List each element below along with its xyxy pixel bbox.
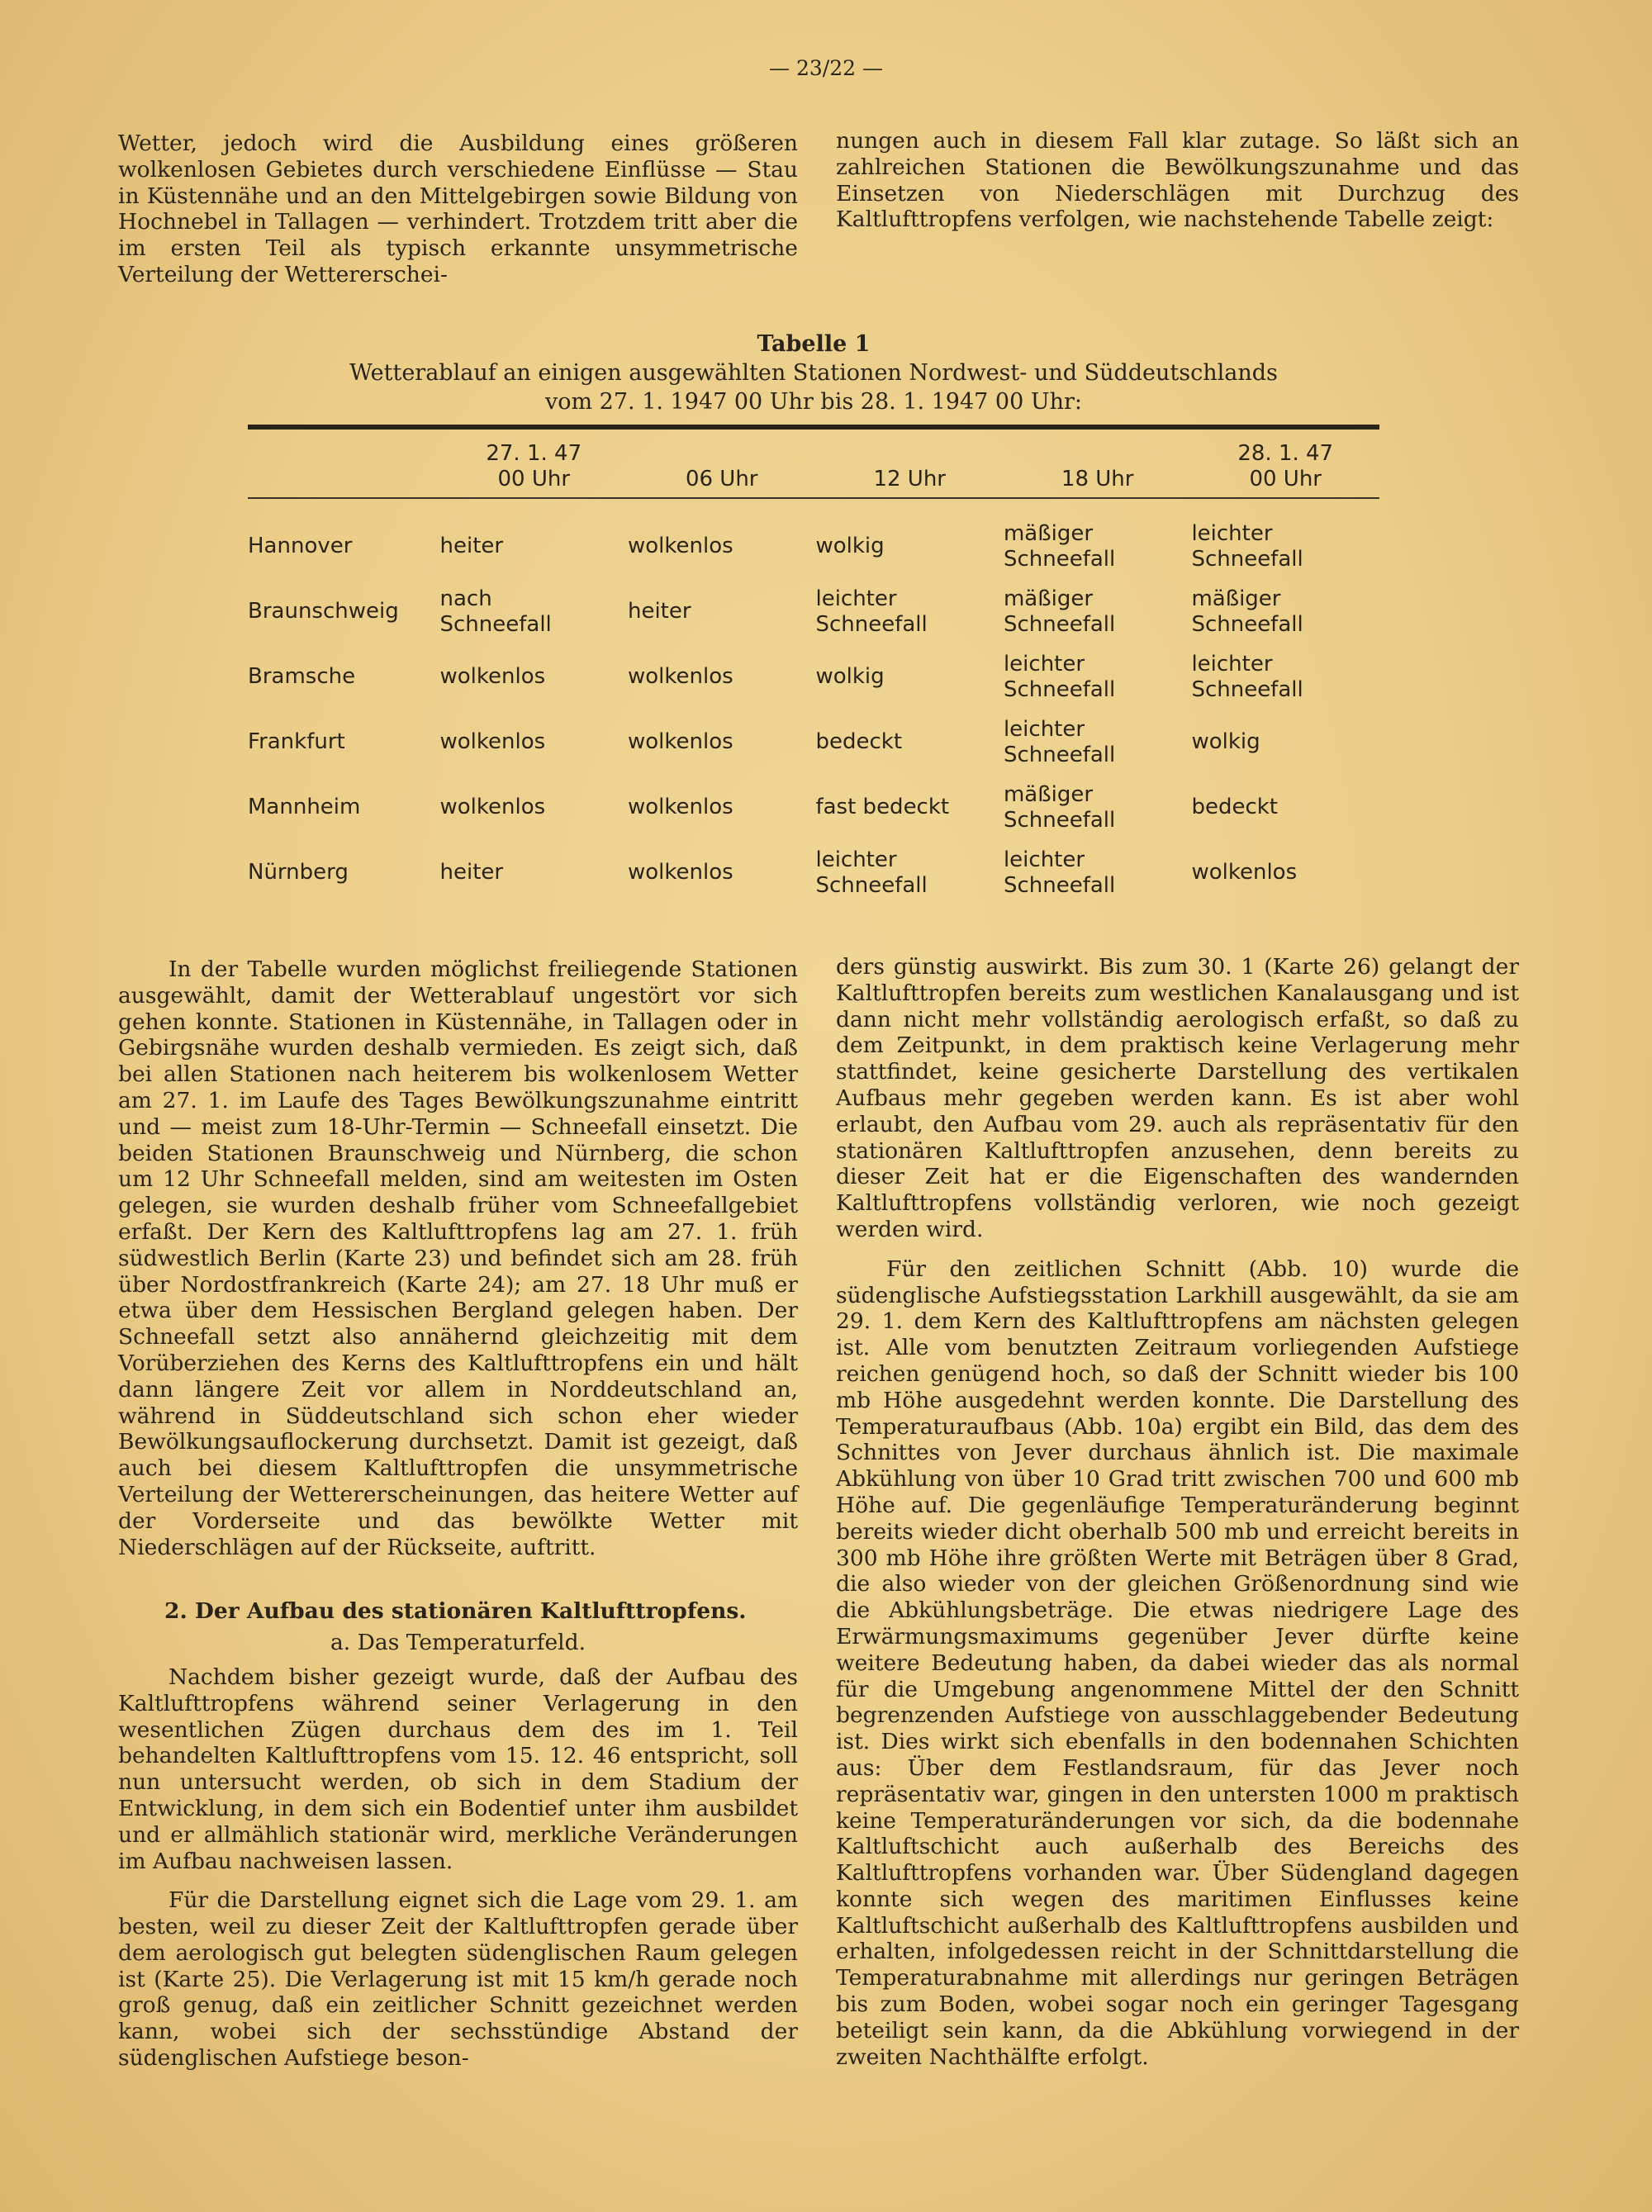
weather-cell bbox=[1004, 644, 1191, 710]
weather-cell bbox=[1191, 775, 1379, 840]
weather-cell bbox=[628, 775, 815, 840]
section-heading: 2. Der Aufbau des stationären Kaltlufttropfens. bbox=[164, 1598, 747, 1625]
header-cell-0000-28 bbox=[1191, 430, 1379, 497]
weather-cell-line: wolkenlos bbox=[439, 729, 546, 754]
weather-cell-line: wolkenlos bbox=[627, 664, 733, 689]
table-row bbox=[248, 840, 1379, 905]
top-right-column bbox=[836, 128, 1519, 233]
paragraph-top-right: nungen auch in diesem Fall klar zutage. So läßt sich an zahlreichen Stationen die Bewölkungszunahme und das Einsetzen von Niederschlägen mit Durchzug des Kaltlufttropfens verfolgen, wie nachstehende Tabelle zeigt: bbox=[836, 128, 1519, 233]
weather-table bbox=[248, 430, 1379, 905]
table-body bbox=[248, 499, 1379, 905]
header-date: 28. 1. 47 bbox=[1237, 441, 1334, 466]
weather-cell bbox=[628, 579, 815, 644]
bottom-left-column bbox=[118, 956, 798, 2072]
weather-cell-line: wolkenlos bbox=[627, 795, 733, 819]
station-cell: Bramsche bbox=[248, 664, 356, 689]
weather-cell-line: wolkenlos bbox=[439, 664, 546, 689]
weather-cell bbox=[1191, 499, 1379, 579]
weather-cell-line: wolkig bbox=[815, 664, 885, 689]
weather-cell-line: wolkig bbox=[815, 534, 885, 558]
weather-cell-line: Schneefall bbox=[1191, 676, 1303, 702]
weather-cell bbox=[628, 644, 815, 710]
weather-cell bbox=[1004, 775, 1191, 840]
paragraph: Für die Darstellung eignet sich die Lage vom 29. 1. am besten, weil zu dieser Zeit der Kaltlufttropfen gerade über dem aerologisch gut belegten südenglischen Raum gelegen ist (Karte 25). Die Verlagerung ist mit 15 km/h gerade noch groß genug, daß ein zeitlicher Schnitt gezeichnet werden kann, wobei sich der sechsstündige Abstand der südenglischen Aufstiege beson- bbox=[118, 1887, 798, 2072]
header-date: 27. 1. 47 bbox=[486, 441, 582, 466]
weather-cell-line: Schneefall bbox=[1191, 546, 1303, 572]
weather-cell-line: leichter bbox=[1003, 847, 1085, 872]
paragraph: Nachdem bisher gezeigt wurde, daß der Aufbau des Kaltlufttropfens während seiner Verlagerung in den wesentlichen Zügen durchaus dem des im 1. Teil behandelten Kaltlufttropfens vom 15. 12. 46 entspricht, soll nun untersucht werden, ob sich in dem Stadium der Entwicklung, in dem sich ein Bodentief unter ihm ausbildet und er allmählich stationär wird, merkliche Veränderungen im Aufbau nachweisen lassen. bbox=[118, 1664, 798, 1874]
header-time: 00 Uhr bbox=[497, 467, 571, 491]
weather-cell-line: Schneefall bbox=[1003, 676, 1116, 702]
top-left-column bbox=[118, 131, 798, 288]
table-row bbox=[248, 499, 1379, 579]
weather-cell-line: Schneefall bbox=[1191, 611, 1303, 637]
table-row bbox=[248, 644, 1379, 710]
weather-cell bbox=[815, 499, 1003, 579]
table-row bbox=[248, 775, 1379, 840]
weather-cell-line: Schneefall bbox=[1003, 546, 1116, 572]
weather-cell-line: wolkenlos bbox=[627, 860, 733, 885]
station-cell: Hannover bbox=[248, 534, 353, 558]
header-time: 18 Uhr bbox=[1061, 467, 1134, 491]
table-header-row bbox=[248, 430, 1379, 497]
weather-cell-line: heiter bbox=[627, 599, 691, 624]
weather-cell bbox=[815, 710, 1003, 775]
weather-cell-line: wolkenlos bbox=[439, 795, 546, 819]
weather-cell bbox=[440, 775, 628, 840]
weather-cell bbox=[1004, 710, 1191, 775]
weather-cell bbox=[628, 499, 815, 579]
weather-cell bbox=[815, 840, 1003, 905]
weather-cell-line: Schneefall bbox=[1003, 611, 1116, 637]
weather-cell bbox=[440, 840, 628, 905]
weather-cell-line: leichter bbox=[815, 586, 897, 611]
bottom-right-column bbox=[836, 954, 1519, 2070]
page-number: — 23/22 — bbox=[769, 56, 883, 80]
header-time: 00 Uhr bbox=[1249, 467, 1322, 491]
weather-cell-line: mäßiger bbox=[1003, 586, 1094, 611]
weather-cell-line: bedeckt bbox=[1191, 795, 1278, 819]
weather-cell-line: leichter bbox=[1003, 716, 1085, 742]
header-cell-0000-27 bbox=[440, 430, 628, 497]
weather-cell bbox=[440, 499, 628, 579]
table-title: Tabelle 1 bbox=[757, 331, 871, 357]
paragraph: In der Tabelle wurden möglichst freiliegende Stationen ausgewählt, damit der Wetterablauf ungestört vor sich gehen konnte. Stationen in Küstennähe, in Tallagen oder in Gebirgsnähe wurden deshalb vermieden. Es zeigt sich, daß bei allen Stationen nach heiterem bis wolkenlosem Wetter am 27. 1. im Laufe des Tages Bewölkungszunahme eintritt und — meist zum 18-Uhr-Termin — Schneefall einsetzt. Die beiden Stationen Braunschweig und Nürnberg, die schon um 12 Uhr Schneefall melden, sind am weitesten im Osten gelegen, sie wurden deshalb früher vom Schneefallgebiet erfaßt. Der Kern des Kaltlufttropfens lag am 27. 1. früh südwestlich Berlin (Karte 23) und befindet sich am 28. früh über Nordostfrankreich (Karte 24); am 27. 18 Uhr muß er etwa über dem Hessischen Bergland gelegen haben. Der Schneefall setzt also annähernd gleichzeitig mit dem Vorüberziehen des Kerns des Kaltlufttropfens ein und hält dann längere Zeit vor allem in Norddeutschland an, während in Süddeutschland sich schon eher wieder Bewölkungsauflockerung durchsetzt. Damit ist gezeigt, daß auch bei diesem Kaltlufttropfen die unsymmetrische Verteilung der Wettererscheinungen, das heitere Wetter auf der Vorderseite und das bewölkte Wetter mit Niederschlägen auf der Rückseite, auftritt. bbox=[118, 956, 798, 1560]
weather-cell bbox=[1004, 499, 1191, 579]
header-cell-station bbox=[248, 430, 440, 497]
weather-cell-line: fast bedeckt bbox=[815, 795, 950, 819]
weather-cell bbox=[440, 644, 628, 710]
weather-cell-line: mäßiger bbox=[1003, 781, 1094, 807]
sub-heading: a. Das Temperaturfeld. bbox=[330, 1630, 586, 1656]
weather-cell-line: heiter bbox=[439, 860, 504, 885]
weather-cell-line: bedeckt bbox=[815, 729, 903, 754]
table-row bbox=[248, 710, 1379, 775]
header-cell-1800 bbox=[1004, 430, 1191, 497]
weather-cell-line: leichter bbox=[1191, 651, 1273, 676]
paragraph-top-left: Wetter, jedoch wird die Ausbildung eines größeren wolkenlosen Gebietes durch verschiedene Einflüsse — Stau in Küstennähe und an den Mittelgebirgen sowie Bildung von Hochnebel in Tallagen — verhindert. Trotzdem tritt aber die im ersten Teil als typisch erkannte unsymmetrische Verteilung der Wettererschei- bbox=[118, 131, 798, 287]
header-cell-0600 bbox=[628, 430, 815, 497]
weather-cell-line: Schneefall bbox=[815, 611, 928, 637]
weather-cell-line: wolkig bbox=[1191, 729, 1260, 754]
weather-cell-line: wolkenlos bbox=[1191, 860, 1298, 885]
weather-cell-line: mäßiger bbox=[1003, 520, 1094, 546]
weather-table-block bbox=[248, 330, 1379, 905]
weather-cell-line: wolkenlos bbox=[627, 729, 733, 754]
table-caption-line2: vom 27. 1. 1947 00 Uhr bis 28. 1. 1947 00 Uhr: bbox=[544, 389, 1083, 415]
weather-cell-line: Schneefall bbox=[815, 872, 928, 898]
weather-cell bbox=[1004, 840, 1191, 905]
weather-cell-line: Schneefall bbox=[439, 611, 552, 637]
paragraph: ders günstig auswirkt. Bis zum 30. 1 (Karte 26) gelangt der Kaltlufttropfen bereits zum westlichen Kanalausgang und ist dann nicht mehr vollständig aerologisch erfaßt, so daß zu dem Zeitpunkt, in dem praktisch keine Verlagerung mehr stattfindet, keine gesicherte Darstellung des vertikalen Aufbaus mehr gegeben werden kann. Es ist aber wohl erlaubt, den Aufbau vom 29. auch als repräsentativ für den stationären Kaltlufttropfen anzusehen, denn bereits zu dieser Zeit hat er die Eigenschaften des wandernden Kaltlufttropfens vollständig verloren, wie noch gezeigt werden wird. bbox=[836, 954, 1519, 1242]
weather-cell bbox=[1191, 644, 1379, 710]
weather-cell bbox=[628, 840, 815, 905]
station-cell: Nürnberg bbox=[248, 860, 349, 885]
weather-cell-line: leichter bbox=[1003, 651, 1085, 676]
weather-cell-line: leichter bbox=[1191, 520, 1273, 546]
weather-cell-line: Schneefall bbox=[1003, 807, 1116, 833]
weather-cell-line: heiter bbox=[439, 534, 504, 558]
weather-cell bbox=[815, 579, 1003, 644]
weather-cell-line: leichter bbox=[815, 847, 897, 872]
header-cell-1200 bbox=[815, 430, 1003, 497]
weather-cell-line: Schneefall bbox=[1003, 872, 1116, 898]
weather-cell bbox=[440, 710, 628, 775]
weather-cell bbox=[440, 579, 628, 644]
station-cell: Mannheim bbox=[248, 795, 361, 819]
paragraph: Für den zeitlichen Schnitt (Abb. 10) wurde die südenglische Aufstiegsstation Larkhill ausgewählt, da sie am 29. 1. dem Kern des Kaltlufttropfens am nächsten gelegen ist. Alle vom benutzten Zeitraum vorliegenden Aufstiege reichen genügend hoch, so daß der Schnitt wieder bis 100 mb Höhe ausgedehnt werden konnte. Die Darstellung des Temperaturaufbaus (Abb. 10a) ergibt ein Bild, das dem des Schnittes von Jever durchaus ähnlich ist. Die maximale Abkühlung von über 10 Grad tritt zwischen 700 und 600 mb Höhe auf. Die gegenläufige Temperaturänderung beginnt bereits wieder dicht oberhalb 500 mb und erreicht bereits in 300 mb Höhe ihre größten Werte mit Beträgen über 8 Grad, die also wieder von der gleichen Größenordnung sind wie die Abkühlungsbeträge. Die etwas niedrigere Lage des Erwärmungsmaximums gegenüber Jever dürfte keine weitere Bedeutung haben, da dabei wieder das als normal für die Umgebung angenommene Mittel der den Schnitt begrenzenden Aufstiege von ausschlaggebender Bedeutung ist. Dies wirkt sich ebenfalls in den bodennahen Schichten aus: Über dem Festlandsraum, für das Jever noch repräsentativ war, gingen in den untersten 1000 m praktisch keine Temperaturänderungen vor sich, da die bodennahe Kaltluftschicht auch außerhalb des Bereichs des Kaltlufttropfens vorhanden war. Über Südengland dagegen konnte sich wegen des maritimen Einflusses keine Kaltluftschicht außerhalb des Kaltlufttropfens ausbilden und erhalten, infolgedessen reicht in der Schnittdarstellung die Temperaturabnahme mit allerdings nur geringen Beträgen bis zum Boden, wobei sogar noch ein geringer Tagesgang beteiligt sein kann, da die Abkühlung vorwiegend in der zweiten Nachthälfte erfolgt. bbox=[836, 1256, 1519, 2070]
weather-cell bbox=[1191, 840, 1379, 905]
station-cell: Frankfurt bbox=[248, 729, 345, 754]
table-caption-line1: Wetterablauf an einigen ausgewählten Stationen Nordwest- und Süddeutschlands bbox=[349, 360, 1278, 386]
weather-cell bbox=[628, 710, 815, 775]
weather-cell bbox=[815, 644, 1003, 710]
weather-cell-line: mäßiger bbox=[1191, 586, 1281, 611]
header-time: 12 Uhr bbox=[873, 467, 946, 491]
weather-cell-line: Schneefall bbox=[1003, 742, 1116, 767]
table-row bbox=[248, 579, 1379, 644]
weather-cell bbox=[1004, 579, 1191, 644]
weather-cell bbox=[1191, 710, 1379, 775]
station-cell: Braunschweig bbox=[248, 599, 399, 624]
weather-cell bbox=[815, 775, 1003, 840]
weather-cell bbox=[1191, 579, 1379, 644]
weather-cell-line: wolkenlos bbox=[627, 534, 733, 558]
weather-cell-line: nach bbox=[439, 586, 492, 611]
header-time: 06 Uhr bbox=[685, 467, 758, 491]
